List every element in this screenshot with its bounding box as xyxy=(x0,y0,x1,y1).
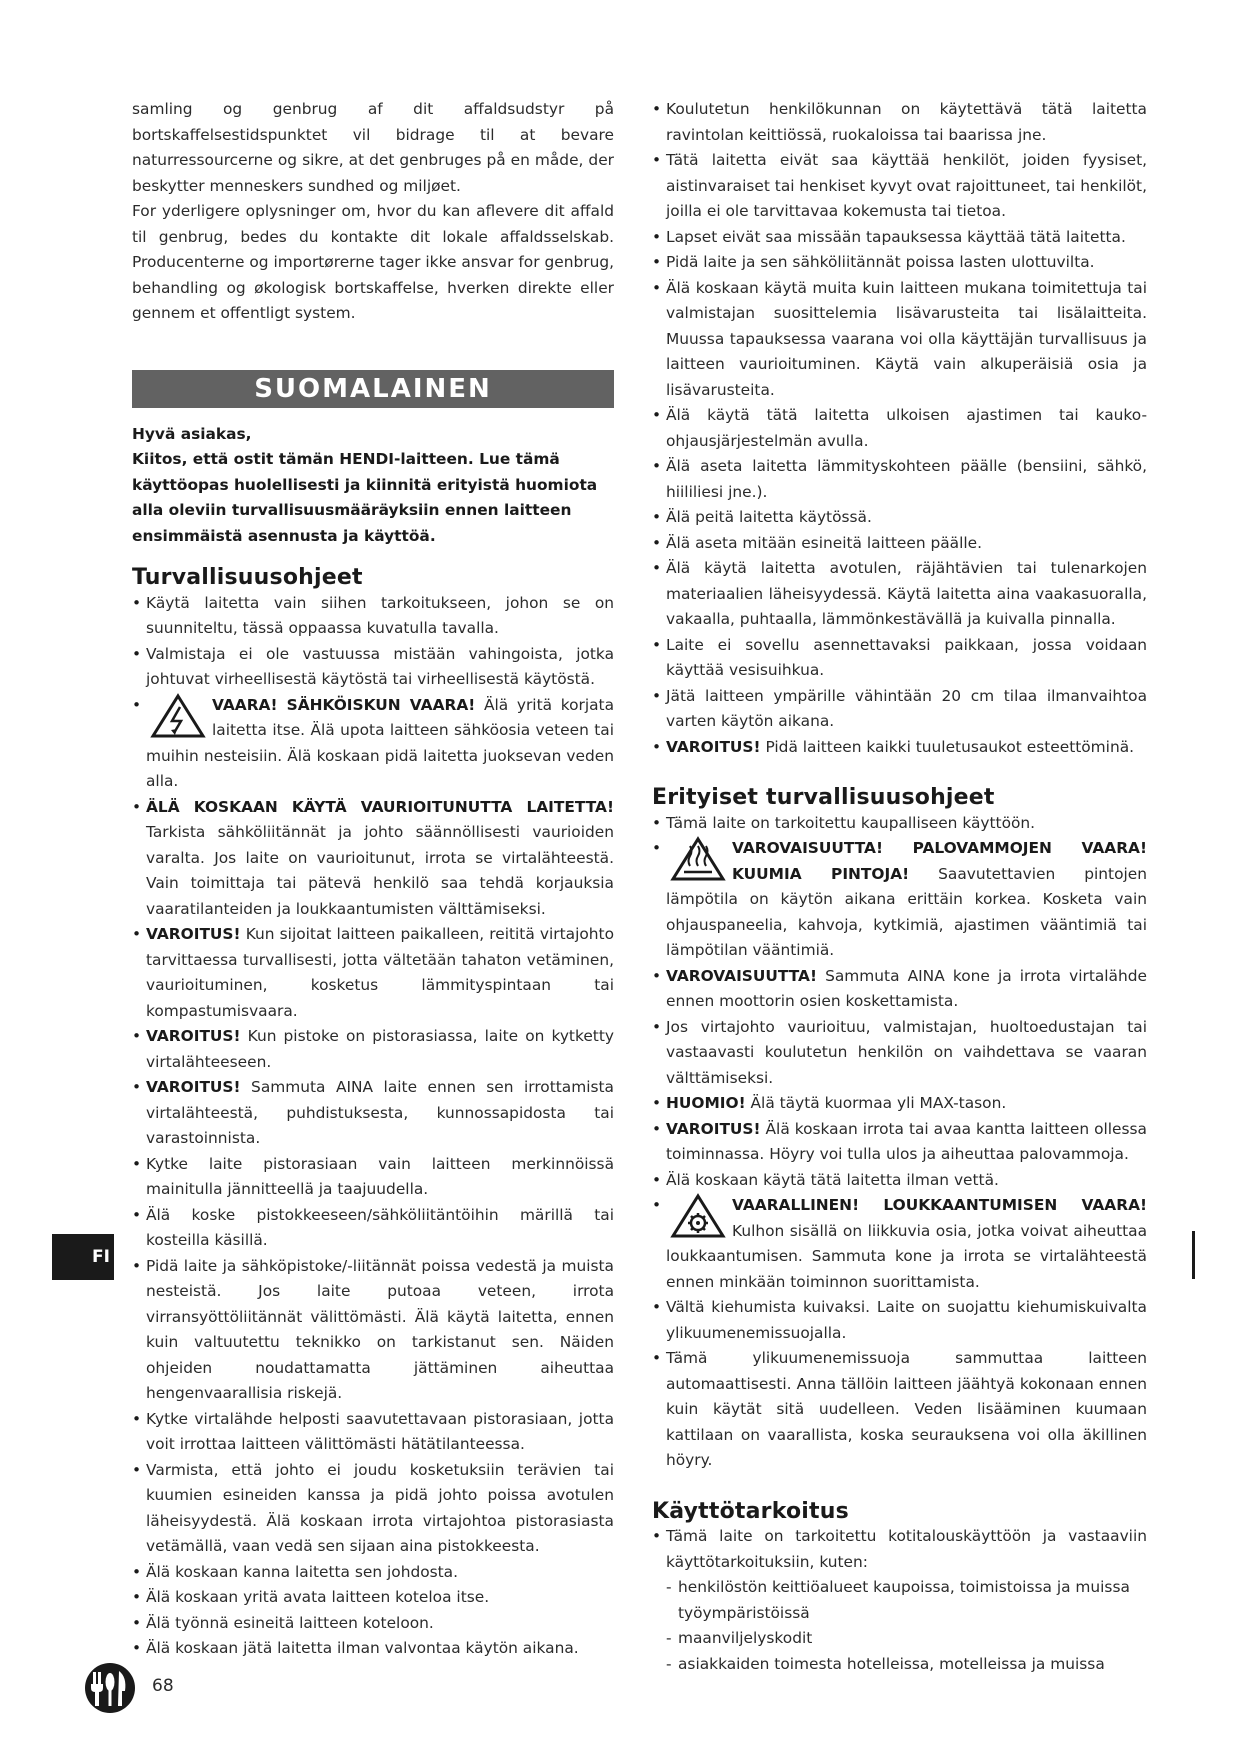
list-item: • VAARALLINEN! LOUKKAANTUMISEN VAARA! Kulhon sisällä on liikkuvia osia, jotka voivat aiheuttaa loukkaantumisen. Sammuta kone ja irrota se virtalähteestä ennen minkään toiminnon suorittamista. xyxy=(652,1193,1147,1295)
list-item: - maanviljelyskodit xyxy=(666,1626,1147,1652)
hot-surface-warning-icon xyxy=(670,836,726,882)
list-item: • Älä koskaan jätä laitetta ilman valvontaa käytön aikana. xyxy=(132,1636,614,1662)
danish-paragraph: For yderligere oplysninger om, hvor du kan aflevere dit affald til genbrug, bedes du kontakte dit lokale affaldsselskab. Producenterne og importørerne tager ikke ansvar for genbrug, behandling og økologisk bortskaffelse, hverken direkte eller gennem et offentligt system. xyxy=(132,202,614,322)
list-item: • Älä aseta laitetta lämmityskohteen päälle (bensiini, sähkö, hiililiesi jne.). xyxy=(652,454,1147,505)
danish-paragraph: samling og genbrug af dit affaldsudstyr på bortskaffelsestidspunktet vil bidrage til at bevare naturressourcerne og sikre, at det genbruges på en måde, der beskytter menneskers sundhed og miljøet. xyxy=(132,100,614,195)
list-item: • VAARA! SÄHKÖISKUN VAARA! Älä yritä korjata laitetta itse. Älä upota laitteen sähköosia veteen tai muihin nesteisiin. Älä koskaan pidä laitetta juoksevan veden alla. xyxy=(132,693,614,795)
right-column xyxy=(652,97,1147,1677)
list-item: • VAROITUS! Sammuta AINA laite ennen sen irrottamista virtalähteestä, puhdistuksesta, kunnossapidosta tai varastoinnista. xyxy=(132,1075,614,1152)
list-item: • Varmista, että johto ei joudu kosketuksiin terävien tai kuumien esineiden kanssa ja pidä johto poissa avotulen läheisyydestä. Älä koskaan irrota virtajohtoa pistorasiasta vetämällä, vaan vedä sen sijaan aina pistokkeesta. xyxy=(132,1458,614,1560)
list-item: • Lapset eivät saa missään tapauksessa käyttää tätä laitetta. xyxy=(652,225,1147,251)
intro-text: Kiitos, että ostit tämän HENDI-laitteen. Lue tämä käyttöopas huolellisesti ja kiinnitä erityistä huomiota alla oleviin turvallisuusmääräyksiin ennen laitteen ensimmäistä asennusta ja käyttöä. xyxy=(132,450,598,545)
safety-list xyxy=(132,591,614,1662)
list-item: • Koulutetun henkilökunnan on käytettävä tätä laitetta ravintolan keittiössä, ruokaloissa tai baarissa jne. xyxy=(652,97,1147,148)
list-item: • Tämä laite on tarkoitettu kaupalliseen käyttöön. xyxy=(652,811,1147,837)
list-item: • Pidä laite ja sähköpistoke/-liitännät poissa vedestä ja muista nesteistä. Jos laite putoaa veteen, irrota virransyöttöliitännät välittömästi. Älä käytä laitetta, ennen kuin valtuutettu teknikko on tarkistanut sen. Näiden ohjeiden noudattamatta jättäminen aiheuttaa hengenvaarallisia riskejä. xyxy=(132,1254,614,1407)
list-item: • Pidä laite ja sen sähköliitännät poissa lasten ulottuvilta. xyxy=(652,250,1147,276)
list-item: • HUOMIO! Älä täytä kuormaa yli MAX-tason. xyxy=(652,1091,1147,1117)
special-safety-heading: Erityiset turvallisuusohjeet xyxy=(652,785,995,810)
intended-use-heading: Käyttötarkoitus xyxy=(652,1498,849,1524)
list-item: • Jos virtajohto vaurioituu, valmistajan, huoltoedustajan tai vastaavasti koulutetun henkilön on vaihdettava se vaaran välttämiseksi. xyxy=(652,1015,1147,1092)
list-item: • Älä koske pistokkeeseen/sähköliitäntöihin märillä tai kosteilla käsillä. xyxy=(132,1203,614,1254)
safety-heading: Turvallisuusohjeet xyxy=(132,565,363,590)
list-item: • Käytä laitetta vain siihen tarkoitukseen, johon se on suunniteltu, tässä oppaassa kuvatulla tavalla. xyxy=(132,591,614,642)
list-item: • Älä koskaan käytä tätä laitetta ilman vettä. xyxy=(652,1168,1147,1194)
list-item: • Älä aseta mitään esineitä laitteen päälle. xyxy=(652,531,1147,557)
list-item: • Älä työnnä esineitä laitteen koteloon. xyxy=(132,1611,614,1637)
list-item: • VAROITUS! Pidä laitteen kaikki tuuletusaukot esteettöminä. xyxy=(652,735,1147,761)
safety-list-continued xyxy=(652,97,1147,760)
left-column xyxy=(132,97,614,1662)
list-item: • Tämä laite on tarkoitettu kotitalouskäyttöön ja vastaaviin käyttötarkoituksiin, kuten: xyxy=(652,1524,1147,1575)
cutlery-logo-icon xyxy=(80,1662,140,1714)
special-safety-list xyxy=(652,811,1147,1474)
list-item: • Älä koskaan yritä avata laitteen koteloa itse. xyxy=(132,1585,614,1611)
language-banner: SUOMALAINEN xyxy=(132,370,614,408)
list-item: • Älä peitä laitetta käytössä. xyxy=(652,505,1147,531)
rotating-parts-warning-icon xyxy=(670,1193,726,1239)
list-item: • Älä koskaan kanna laitetta sen johdosta. xyxy=(132,1560,614,1586)
list-item: • Älä käytä laitetta avotulen, räjähtävien tai tulenarkojen materiaalien läheisyydessä. Käytä laitetta aina vaakasuoralla, vakaalla, puhtaalla, lämmönkestävällä ja kuivalla pinnalla. xyxy=(652,556,1147,633)
list-item: • Valmistaja ei ole vastuussa mistään vahingoista, jotka johtuvat virheellisestä käytöstä tai virheellisestä käytöstä. xyxy=(132,642,614,693)
list-item: - asiakkaiden toimesta hotelleissa, motelleissa ja muissa xyxy=(666,1652,1147,1678)
list-item: • VAROVAISUUTTA! Sammuta AINA kone ja irrota virtalähde ennen moottorin osien koskettamista. xyxy=(652,964,1147,1015)
list-item: • Laite ei sovellu asennettavaksi paikkaan, jossa voidaan käyttää vesisuihkua. xyxy=(652,633,1147,684)
list-item: • Älä koskaan käytä muita kuin laitteen mukana toimitettuja tai valmistajan suosittelemia lisävarusteita tai lisälaitteita. Muussa tapauksessa vaarana voi olla käyttäjän turvallisuus ja laitteen vaurioituminen. Käytä vain alkuperäisiä osia ja lisävarusteita. xyxy=(652,276,1147,404)
list-item: - henkilöstön keittiöalueet kaupoissa, toimistoissa ja muissa työympäristöissä xyxy=(666,1575,1147,1626)
intended-use-list xyxy=(652,1524,1147,1575)
electric-shock-warning-icon xyxy=(150,693,206,739)
list-item: • Vältä kiehumista kuivaksi. Laite on suojattu kiehumiskuivalta ylikuumenemissuojalla. xyxy=(652,1295,1147,1346)
list-item: • Kytke laite pistorasiaan vain laitteen merkinnöissä mainitulla jännitteellä ja taajuudella. xyxy=(132,1152,614,1203)
list-item: • Tämä ylikuumenemissuoja sammuttaa laitteen automaattisesti. Anna tällöin laitteen jäähtyä kokonaan ennen kuin käytät sitä uudelleen. Veden lisääminen kuumaan kattilaan on vaarallista, koska seurauksena voi olla äkillinen höyry. xyxy=(652,1346,1147,1474)
intended-use-sublist xyxy=(652,1575,1147,1677)
list-item: • VAROVAISUUTTA! PALOVAMMOJEN VAARA! KUUMIA PINTOJA! Saavutettavien pintojen lämpötila on käytön aikana erittäin korkea. Kosketa vain ohjauspaneelia, kahvoja, kytkimiä, ajastimen vääntimiä tai lämpötilan vääntimiä. xyxy=(652,836,1147,964)
list-item: • Älä käytä tätä laitetta ulkoisen ajastimen tai kauko-ohjausjärjestelmän avulla. xyxy=(652,403,1147,454)
list-item: • ÄLÄ KOSKAAN KÄYTÄ VAURIOITUNUTTA LAITETTA! Tarkista sähköliitännät ja johto säännöllisesti vaurioiden varalta. Jos laite on vaurioitunut, irrota se virtalähteestä. Vain toimittaja tai pätevä henkilö saa tehdä korjauksia vaaratilanteiden ja loukkaantumisten välttämiseksi. xyxy=(132,795,614,923)
list-item: • Tätä laitetta eivät saa käyttää henkilöt, joiden fyysiset, aistinvaraiset tai henkiset kyvyt ovat rajoittuneet, tai henkilöt, joilla ei ole tarvittavaa kokemusta tai tietoa. xyxy=(652,148,1147,225)
language-tab: FI xyxy=(52,1234,114,1280)
page-number: 68 xyxy=(152,1676,174,1696)
greeting: Hyvä asiakas, xyxy=(132,424,252,443)
list-item: • Jätä laitteen ympärille vähintään 20 cm tilaa ilmanvaihtoa varten käytön aikana. xyxy=(652,684,1147,735)
list-item: • VAROITUS! Älä koskaan irrota tai avaa kantta laitteen ollessa toiminnassa. Höyry voi tulla ulos ja aiheuttaa palovammoja. xyxy=(652,1117,1147,1168)
list-item: • VAROITUS! Kun sijoitat laitteen paikalleen, reititä virtajohto tarvittaessa turvallisesti, jotta vältetään tahaton vetäminen, vaurioituminen, kosketus lämmityspintaan tai kompastumisvaara. xyxy=(132,922,614,1024)
page-edge-marker xyxy=(1192,1231,1195,1279)
list-item: • Kytke virtalähde helposti saavutettavaan pistorasiaan, jotta voit irrottaa laitteen välittömästi hätätilanteessa. xyxy=(132,1407,614,1458)
list-item: • VAROITUS! Kun pistoke on pistorasiassa, laite on kytketty virtalähteeseen. xyxy=(132,1024,614,1075)
